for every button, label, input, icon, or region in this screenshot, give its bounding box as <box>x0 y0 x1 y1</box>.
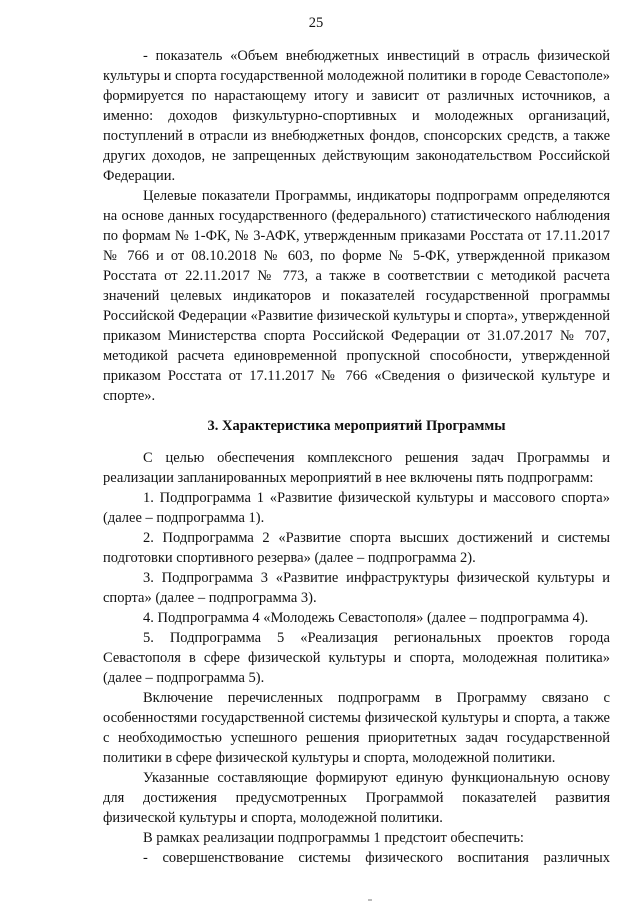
paragraph-functional-basis: Указанные составляющие формируют единую функциональную основу для достижения предусмотренных Программой показателей развития физической культуры и спорта, молодежной политики. <box>103 770 610 826</box>
section-heading: 3. Характеристика мероприятий Программы <box>207 418 506 434</box>
list-item-subprogram-4: 4. Подпрограмма 4 «Молодежь Севастополя» (далее – подпрограмма 4). <box>143 610 589 626</box>
paragraph-task-item: - совершенствование системы физического воспитания различных <box>143 850 610 866</box>
paragraph-target-indicators: Целевые показатели Программы, индикаторы подпрограмм определяются на основе данных государственного (федерального) статистического наблюдения по формам № 1-ФК, № 3-АФК, утвержденным приказами Росстата от 17.11.2017 № 766 и от 08.10.2018 № 603, по форме № 5-ФК, утвержденной приказом Росстата от 22.11.2017 № 773, а также в соответствии с методикой расчета значений целевых индикаторов и показателей государственной программы Российской Федерации «Развитие физической культуры и спорта», утвержденной приказом Министерства спорта Российской Федерации от 31.07.2017 № 707, методикой расчета единовременной пропускной способности, утвержденной приказом Росстата от 17.11.2017 № 766 «Сведения о физической культуре и спорте». <box>103 188 610 404</box>
scan-mark <box>368 899 372 901</box>
paragraph-extrabudgetary-investment: - показатель «Объем внебюджетных инвестиций в отрасль физической культуры и спорта государственной молодежной политики в городе Севастополе» формируется по нарастающему итогу и зависит от различных источников, а именно: доходов физкультурно-спортивных и молодежных организаций, поступлений в отрасли из внебюджетных фондов, спонсорских средств, а также других доходов, не запрещенных действующим законодательством Российской Федерации. <box>103 48 610 184</box>
list-item-subprogram-5: 5. Подпрограмма 5 «Реализация региональных проектов города Севастополя в сфере физической культуры и спорта, молодежная политика» (далее – подпрограмма 5). <box>103 630 610 686</box>
list-item-subprogram-1: 1. Подпрограмма 1 «Развитие физической культуры и массового спорта» (далее – подпрограмма 1). <box>103 490 610 526</box>
document-body <box>103 46 610 868</box>
page-number: 25 <box>308 15 324 31</box>
paragraph-subprogram-1-tasks: В рамках реализации подпрограммы 1 предстоит обеспечить: <box>143 830 524 846</box>
list-item-subprogram-2: 2. Подпрограмма 2 «Развитие спорта высших достижений и системы подготовки спортивного резерва» (далее – подпрограмма 2). <box>103 530 610 566</box>
list-item-subprogram-3: 3. Подпрограмма 3 «Развитие инфраструктуры физической культуры и спорта» (далее – подпрограмма 3). <box>103 570 610 606</box>
paragraph-subprograms-intro: С целью обеспечения комплексного решения задач Программы и реализации запланированных мероприятий в нее включены пять подпрограмм: <box>103 450 610 486</box>
paragraph-inclusion-rationale: Включение перечисленных подпрограмм в Программу связано с особенностями государственной системы физической культуры и спорта, а также с необходимостью успешного решения приоритетных задач государственной политики в сфере физической культуры и спорта, молодежной политики. <box>103 690 610 766</box>
